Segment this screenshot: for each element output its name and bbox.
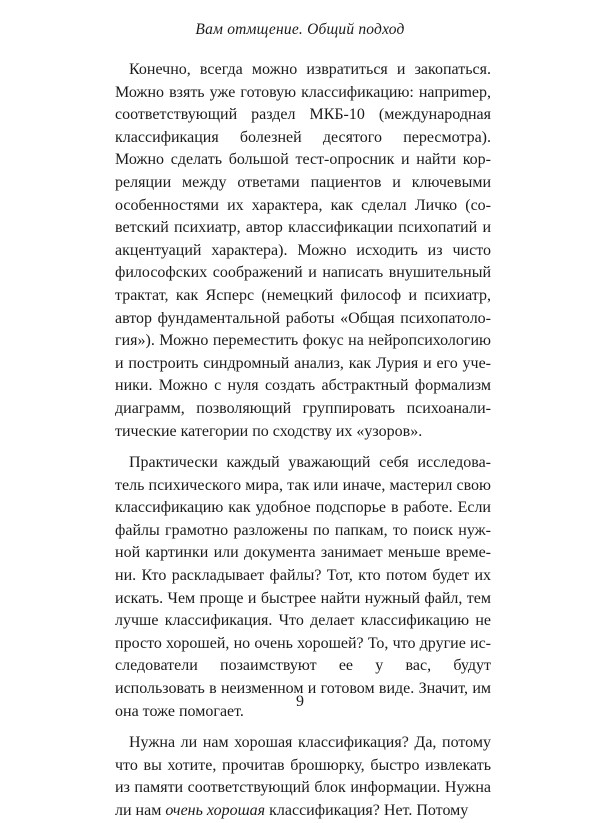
paragraph-classification-options: Конечно, всегда можно извратиться и закопаться. Можно взять уже готовую классификацию: наприmер, соответствующий раздел МКБ-10 (международная классификация болезней десятого пересмотра). Можно сделать большой тест-опросник и найти корреляции между ответами пациентов и ключевыми особенностями их характера, как сделал Личко (советский психиатр, автор классификации психопатий и акцентуаций характера). Можно исходить из чисто философских соображений и написать внушительный трактат, как Ясперс (немецкий философ и психиатр, автор фундаментальной работы «Общая психопатология»). Можно переместить фокус на нейропсихологию и построить синдромный анализ, как Лурия и его ученики. Можно с нуля создать абстрактный формализм диаграмм, позволяющий группировать психоаналитические категории по сходству их «узоров». [115, 61, 491, 440]
paragraph-text-start: Нужна ли нам хорошая классификация? Да, потому что вы хотите, прочитав брошюрку, быстро извлекать из памяти соответствующий блок информации. Нужна ли нам [115, 734, 491, 819]
paragraph-good-classification [115, 732, 491, 822]
page-number: 9 [296, 693, 304, 710]
emphasis-very-good: очень хорошая [165, 802, 266, 819]
paragraph-text-end: классификация? Нет. Потому [265, 802, 469, 819]
running-head-title: Вам отмщение. Общий подход [195, 21, 405, 38]
paragraph-researchers-classification: Практически каждый уважающий себя исследователь психического мира, так или иначе, мастерил свою классификацию как удобное подспорье в работе. Если файлы грамотно разложены по папкам, то поиск нужной картинки или документа занимает меньше времени. Кто раскладывает файлы? Тот, кто потом будет их искать. Чем проще и быстрее найти нужный файл, тем лучше классификация. Что делает классификацию не просто хорошей, но очень хорошей? То, что другие исследователи позаимствуют ее у вас, будут использовать в неизменном и готовом виде. Значит, им она тоже помогает. [115, 454, 491, 720]
